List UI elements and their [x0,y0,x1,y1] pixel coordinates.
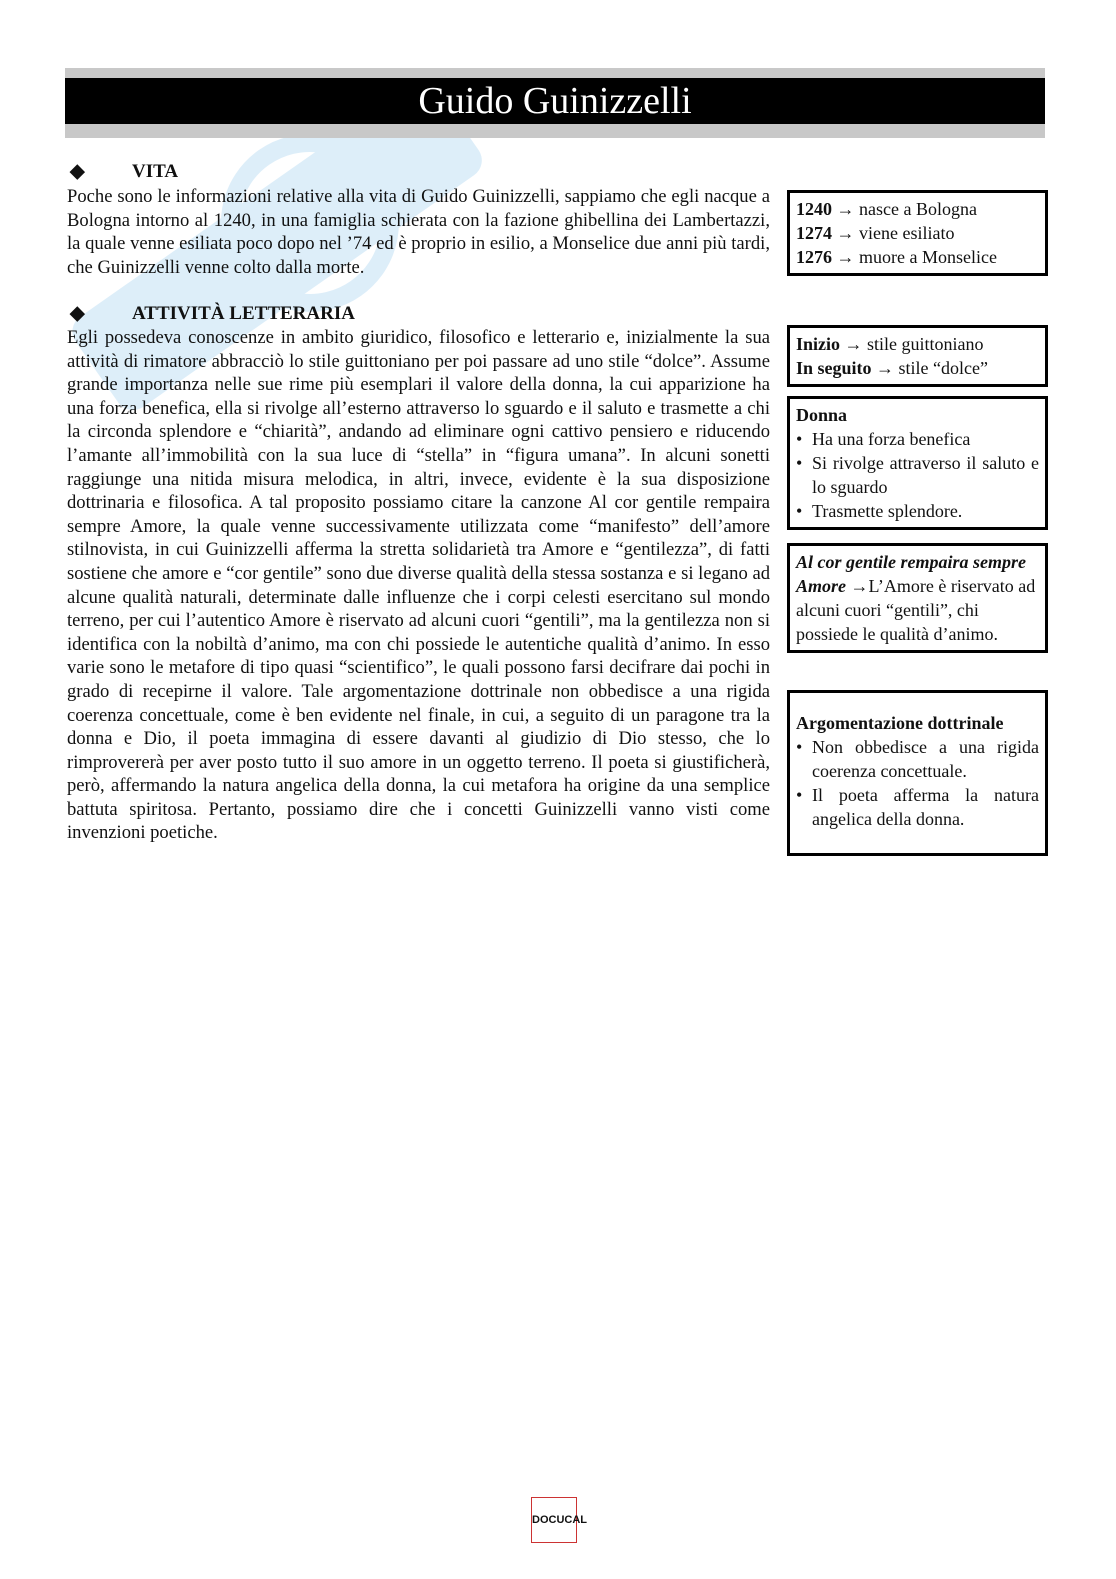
arrow-right-icon: → [836,223,855,243]
stile-box [787,325,1048,387]
list-item: • Si rivolge attraverso il saluto e lo sguardo [796,451,1039,499]
footer-logo: DOCUCAL [531,1497,577,1543]
donna-box [787,396,1048,530]
list-item: • Ha una forza benefica [796,427,1039,451]
timeline-item: 1274 → viene esiliato [796,223,955,243]
timeline-item: 1276 → muore a Monselice [796,247,997,267]
canzone-box [787,543,1048,653]
page-title: Guido Guinizzelli [65,78,1045,124]
section-heading-attivita [70,302,355,325]
list-item: • Trasmette splendore. [796,499,1039,523]
canzone-title: Al cor gentile rempaira sempre Amore [796,552,1026,596]
stile-item: Inizio → stile guittoniano [796,334,984,354]
donna-heading: Donna [796,405,848,425]
arrow-right-icon: → [844,334,863,354]
section-heading-text: ATTIVITÀ LETTERARIA [132,303,355,324]
arrow-right-icon: → [850,576,869,596]
section-heading-text: VITA [132,161,179,182]
diamond-bullet-icon: ◆ [70,161,85,182]
arrow-right-icon: → [836,199,855,219]
stile-item: In seguito → stile “dolce” [796,358,988,378]
argomentazione-box [787,690,1048,856]
title-bar [65,68,1045,138]
canzone-text: L’Amore è riservato ad alcuni cuori “gentili”, chi possiede le qualità d’animo. [796,576,1036,644]
arrow-right-icon: → [876,358,895,378]
arrow-right-icon: → [836,247,855,267]
attivita-paragraph: Egli possedeva conoscenze in ambito giuridico, filosofico e letterario e, inizialmente la sua attività di rimatore abbracciò lo stile guittoniano per poi passare ad uno stile “dolce”. Assume grande importanza nelle sue rime più esemplari il valore della donna, la cui apparizione ha una forza benefica, ella si rivolge all’esterno attraverso lo sguardo e il saluto e trasmette a chi la circonda splendore e “chiarità”, andando ad eliminare ogni cattivo pensiero e riducendo l’amante all’immobilità con la sua luce di “stella” in “figura umana”. In alcuni sonetti raggiunge una nitida misura melodica, in altri, invece, evidente è la sua disposizione dottrinaria e filosofica. A tal proposito possiamo citare la canzone Al cor gentile rempaira sempre Amore, la quale venne successivamente utilizzata come “manifesto” dell’amore stilnovista, in cui Guinizzelli afferma la stretta solidarietà tra Amore e “gentilezza”, di fatti sostiene che amore e “cor gentile” sono due diverse qualità della stessa sostanza e si legano ad alcune qualità naturali, determinate dalle influenze che i corpi celesti esercitano sul mondo terreno, per cui l’autentico Amore è riservato ad alcuni cuori “gentili”, ma la gentilezza non si identifica con la nobiltà d’animo, ma con chi possiede le autentiche qualità d’animo. In esso varie sono le metafore di tipo quasi “scientifico”, le quali possono farsi decifrare dai pochi in grado di recepirne il valore. Tale argomentazione dottrinale non obbedisce a una rigida coerenza concettuale, come è ben evidente nel finale, in cui, a seguito di un paragone tra la donna e Dio, il poeta immagina di essere davanti al giudizio di Dio stesso, che lo rimprovererà per aver posto tutto il suo amore in un oggetto terreno. Il poeta si giustificherà, però, affermando la natura angelica della donna, la cui metafora ha origine da una semplice battuta spiritosa. Pertanto, possiamo dire che i concetti Guinizzelli vanno visti come invenzioni poetiche. [67,327,770,844]
list-item: • Il poeta afferma la natura angelica della donna. [796,783,1039,831]
list-item: • Non obbedisce a una rigida coerenza concettuale. [796,735,1039,783]
diamond-bullet-icon: ◆ [70,303,85,324]
section-heading-vita [70,160,178,183]
vita-paragraph: Poche sono le informazioni relative alla vita di Guido Guinizzelli, sappiamo che egli nacque a Bologna intorno al 1240, in una famiglia schierata con la fazione ghibellina dei Lambertazzi, la quale venne esiliata poco dopo nel ’74 ed è proprio in esilio, a Monselice due anni più tardi, che Guinizzelli venne colto dalla morte. [67,186,770,278]
argomentazione-heading: Argomentazione dottrinale [796,713,1004,733]
timeline-item: 1240 → nasce a Bologna [796,199,977,219]
timeline-box [787,190,1048,276]
